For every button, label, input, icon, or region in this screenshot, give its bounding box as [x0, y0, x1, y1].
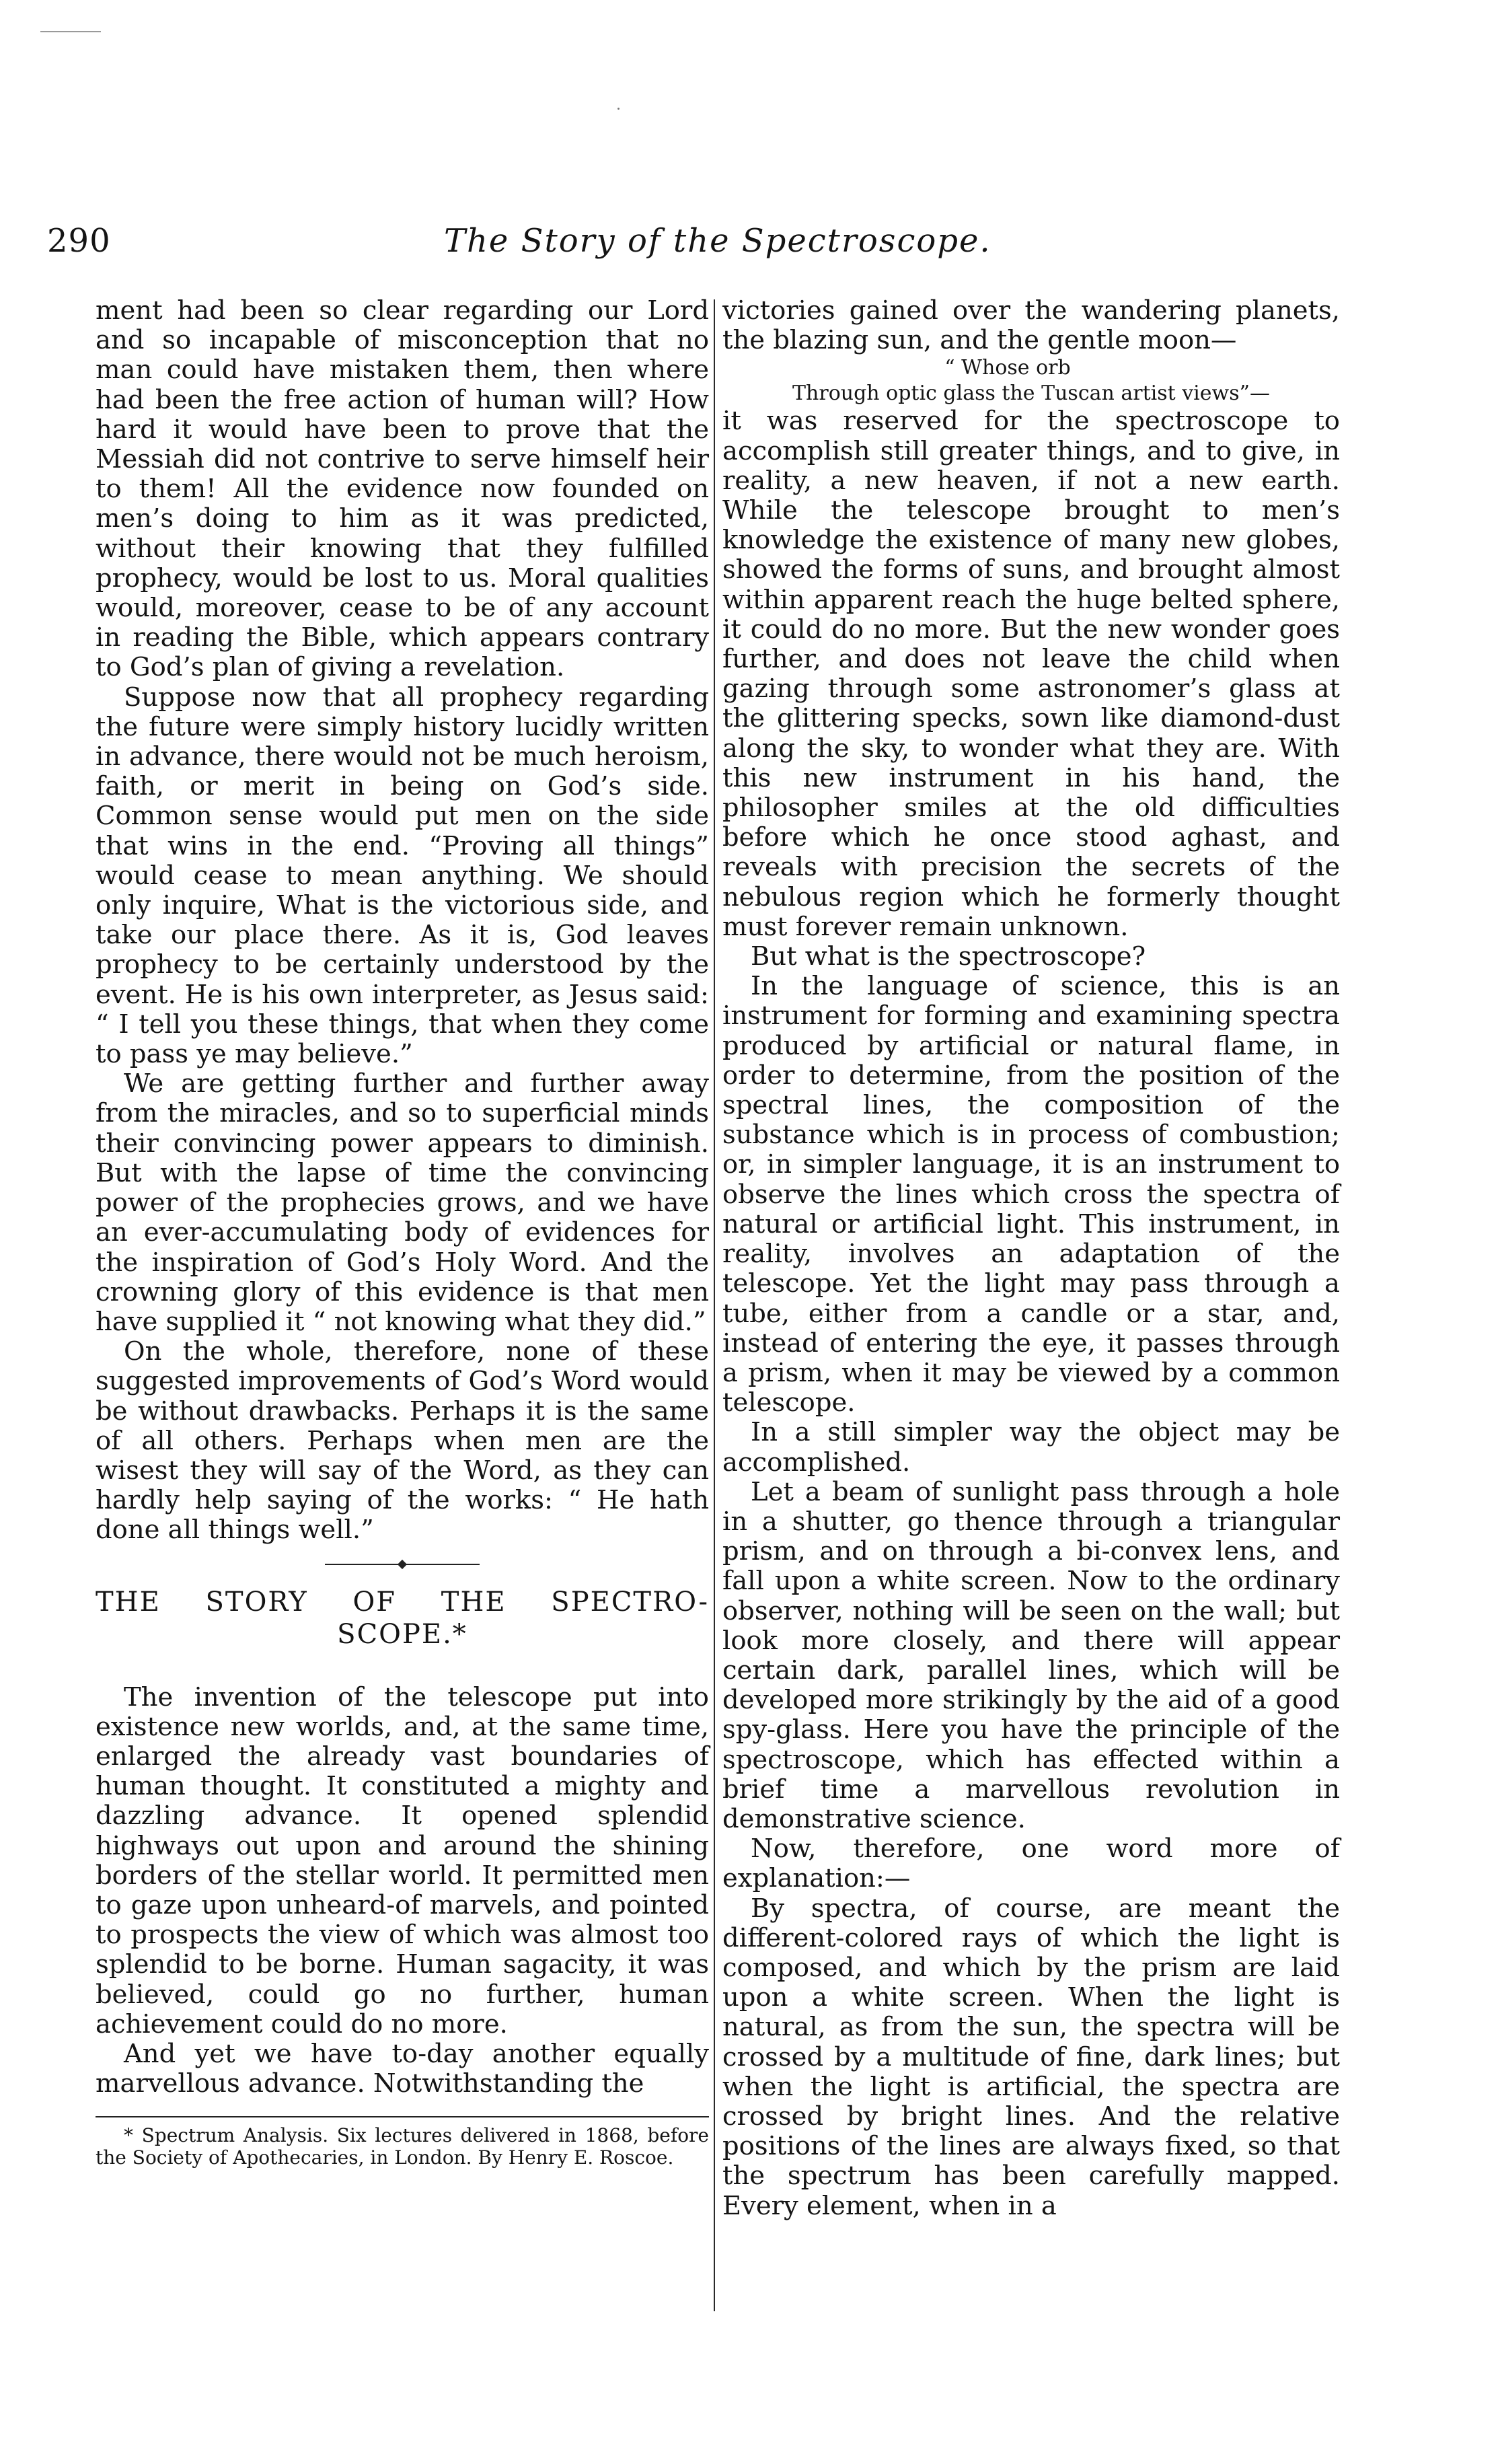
section-title-line: SCOPE.*	[337, 1618, 467, 1650]
page-edge-mark	[40, 31, 101, 32]
quote-line: Through optic glass the Tuscan artist views”—	[792, 382, 1270, 406]
footnote: * Spectrum Analysis. Six lectures delivered in 1868, before the Society of Apothecaries, in London. By Henry E. Roscoe.	[96, 2124, 709, 2169]
paragraph: In the language of science, this is an instrument for forming and examining spectra produced by artificial or natural flame, in order to determine, from the position of the spectral lines, the composition of the substance which is in process of combustion; or, in simpler language, it is an instrument to observe the lines which cross the spectra of natural or artificial light. This instrument, in reality, involves an adaptation of the telescope. Yet the light may pass through a tube, either from a candle or a star, and, instead of entering the eye, it passes through a prism, when it may be viewed by a common telescope.	[722, 971, 1340, 1418]
paragraph: Let a beam of sunlight pass through a hole in a shutter, go thence through a triangular prism, and on through a bi-convex lens, and fall upon a white screen. Now to the ordinary observer, nothing will be seen on the wall; but look more closely, and there will appear certain dark, parallel lines, which will be developed more strikingly by the aid of a good spy-glass. Here you have the principle of the spectroscope, which has effected within a brief time a marvellous revolution in demonstrative science.	[722, 1476, 1340, 1834]
paragraph: The invention of the telescope put into existence new worlds, and, at the same time, enlarged the already vast boundaries of human thought. It constituted a mighty and dazzling advance. It opened splendid highways out upon and around the shining borders of the stellar world. It permitted men to gaze upon unheard-of marvels, and pointed to prospects the view of which was almost too splendid to be borne. Human sagacity, it was believed, could go no further, human achievement could do no more.	[96, 1681, 709, 2039]
paragraph: victories gained over the wandering planets, the blazing sun, and the gentle moon—	[722, 295, 1340, 356]
paragraph: We are getting further and further away from the miracles, and so to superficial minds their convincing power appears to diminish. But with the lapse of time the convincing power of the prophecies grows, and we have an ever-accumulating body of evidences for the inspiration of God’s Holy Word. And the crowning glory of this evidence is that men have supplied it “ not knowing what they did.”	[96, 1068, 709, 1337]
divider-ornament	[398, 1559, 407, 1568]
paragraph: And yet we have to-day another equally marvellous advance. Notwithstanding the	[96, 2038, 709, 2099]
paragraph: By spectra, of course, are meant the different-colored rays of which the light is composed, and which by the prism are laid upon a white screen. When the light is natural, as from the sun, the spectra will be crossed by a multitude of fine, dark lines; but when the light is artificial, the spectra are crossed by bright lines. And the relative positions of the lines are always fixed, so that the spectrum has been carefully mapped. Every element, when in a	[722, 1893, 1340, 2221]
section-title	[96, 1586, 709, 1651]
page-header	[47, 222, 1339, 262]
paragraph: Suppose now that all prophecy regarding the future were simply history lucidly written in advance, there would not be much heroism, faith, or merit in being on God’s side. Common sense would put men on the side that wins in the end. “Proving all things” would cease to mean anything. We should only inquire, What is the victorious side, and take our place there. As it is, God leaves prophecy to be certainly understood by the event. He is his own interpreter, as Jesus said: “ I tell you these things, that when they come to pass ye may believe.”	[96, 682, 709, 1070]
paragraph: ment had been so clear regarding our Lord and so incapable of misconception that no man could have mistaken them, then where had been the free action of human will? How hard it would have been to prove that the Messiah did not contrive to serve himself heir to them! All the evidence now founded on men’s doing to him as it was predicted, without their knowing that they fulfilled prophecy, would be lost to us. Moral qualities would, moreover, cease to be of any account in reading the Bible, which appears contrary to God’s plan of giving a revelation.	[96, 295, 709, 683]
paragraph: On the whole, therefore, none of these suggested improvements of God’s Word would be without drawbacks. Perhaps it is the same of all others. Perhaps when men are the wisest they will say of the Word, as they can hardly help saying of the works: “ He hath done all things well.”	[96, 1336, 709, 1546]
paragraph: it was reserved for the spectroscope to accomplish still greater things, and to give, in reality, a new heaven, if not a new earth. While the telescope brought to men’s knowledge the existence of many new globes, showed the forms of suns, and brought almost within apparent reach the huge belted sphere, it could do no more. But the new wonder goes further, and does not leave the child when gazing through some astronomer’s glass at the glittering specks, sown like diamond-dust along the sky, to wonder what they are. With this new instrument in his hand, the philosopher smiles at the old difficulties before which he once stood aghast, and reveals with precision the secrets of the nebulous region which he formerly thought must forever remain unknown.	[722, 406, 1340, 942]
paragraph: But what is the spectroscope?	[751, 941, 1146, 972]
running-title: The Story of the Spectroscope.	[444, 222, 991, 260]
section-divider	[325, 1558, 480, 1571]
footnote-rule	[96, 2116, 709, 2117]
paragraph: Now, therefore, one word more of explanation:—	[722, 1834, 1340, 1894]
verse-quote	[722, 355, 1340, 406]
column-rule	[714, 299, 715, 2311]
section-title-line: THE STORY OF THE SPECTRO-	[96, 1586, 709, 1618]
page-number: 290	[47, 222, 111, 260]
left-column	[96, 296, 709, 2169]
right-column	[722, 296, 1340, 2221]
quote-line: “ Whose orb	[944, 356, 1071, 380]
paragraph: In a still simpler way the object may be accomplished.	[722, 1417, 1340, 1478]
print-speck	[617, 108, 620, 110]
